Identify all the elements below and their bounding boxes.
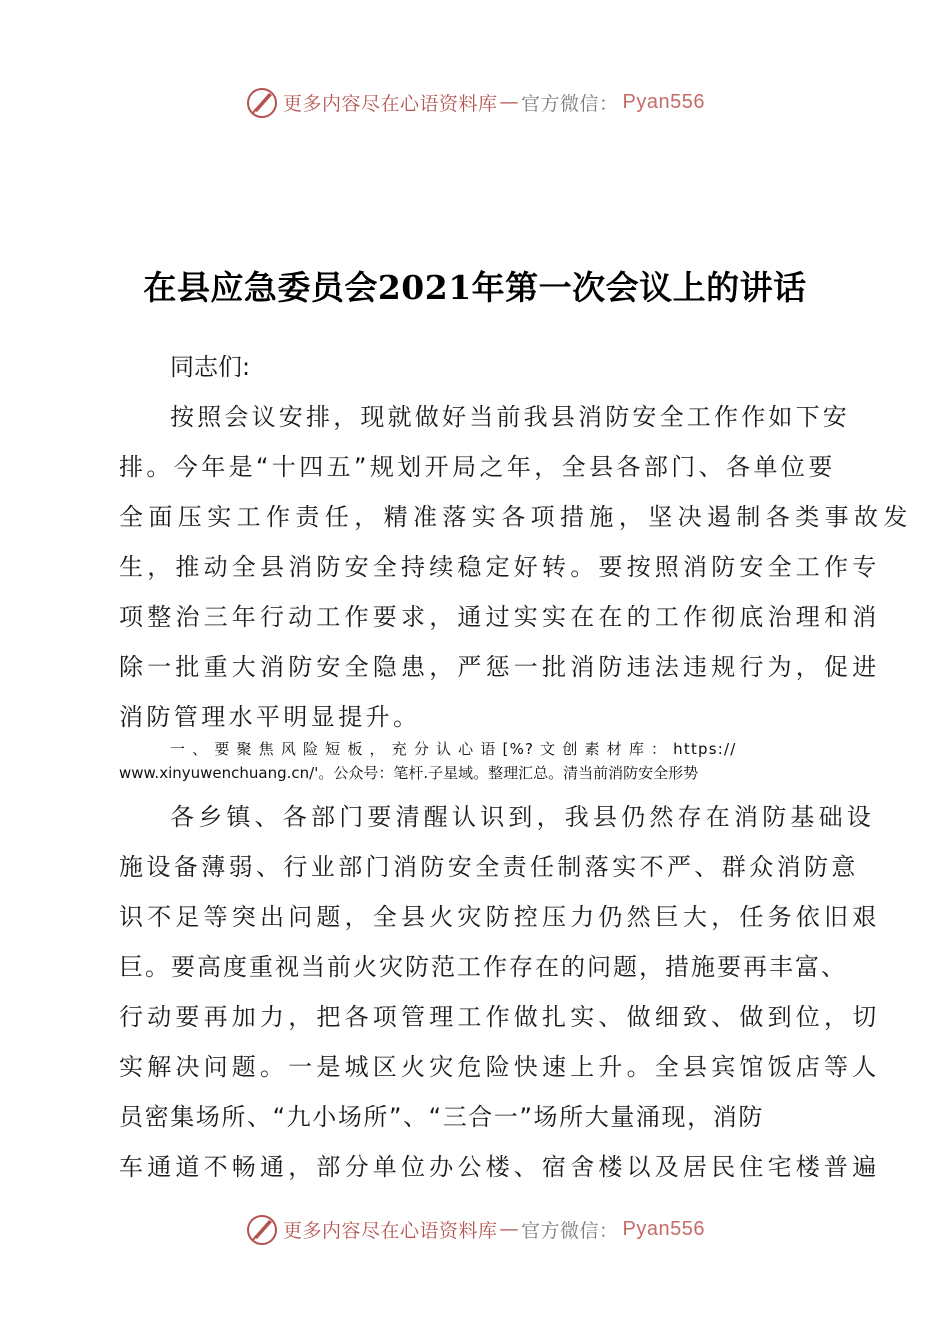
quill-logo-icon bbox=[245, 85, 279, 119]
paragraph-line: 除一批重大消防安全隐患，严惩一批消防违法违规行为，促进 bbox=[119, 653, 881, 681]
paragraph-line: 行动要再加力，把各项管理工作做扎实、做细致、做到位，切 bbox=[119, 1003, 881, 1031]
watermark-text: 更多内容尽在心语资料库 bbox=[283, 92, 498, 115]
quill-logo-icon bbox=[245, 1212, 279, 1246]
watermark-banner-top bbox=[0, 82, 950, 122]
watermark-banner-bottom bbox=[0, 1209, 950, 1249]
paragraph-line: 项整治三年行动工作要求，通过实实在在的工作彻底治理和消 bbox=[119, 603, 881, 631]
paragraph-line: 消防管理水平明显提升。 bbox=[119, 703, 421, 731]
paragraph-line: 识不足等突出问题，全县火灾防控压力仍然巨大，任务依旧艰 bbox=[119, 903, 881, 931]
section-heading-line: www.xinyuwenchuang.cn/'。公众号：笔杆.子星域。整理汇总。清当前消防安全形势 bbox=[119, 764, 699, 782]
paragraph-line: 各乡镇、各部门要清醒认识到，我县仍然存在消防基础设 bbox=[170, 803, 875, 831]
paragraph-line: 巨。要高度重视当前火灾防范工作存在的问题，措施要再丰富、 bbox=[119, 953, 847, 981]
watermark-wechat-label: 官方微信： bbox=[521, 92, 619, 115]
paragraph-line: 车通道不畅通，部分单位办公楼、宿舍楼以及居民住宅楼普遍 bbox=[119, 1153, 881, 1181]
document-title: 在县应急委员会2021年第一次会议上的讲话 bbox=[143, 268, 807, 307]
section-heading-line: 一 、 要 聚 焦 风 险 短 板 ， 充 分 认 心 语 [%? 文 创 素 材 库 ： https:// bbox=[170, 740, 737, 758]
watermark-dash: — bbox=[499, 1218, 520, 1240]
paragraph-line: 员密集场所、“九小场所”、“三合一”场所大量涌现，消防 bbox=[119, 1103, 764, 1131]
paragraph-line: 全面压实工作责任，精准落实各项措施，坚决遏制各类事故发 bbox=[119, 503, 913, 531]
watermark-wechat-id: Pyan556 bbox=[622, 1217, 705, 1240]
paragraph-line: 按照会议安排，现就做好当前我县消防安全工作作如下安 bbox=[170, 403, 850, 431]
paragraph-line: 生，推动全县消防安全持续稳定好转。要按照消防安全工作专 bbox=[119, 553, 881, 581]
paragraph-line: 实解决问题。一是城区火灾危险快速上升。全县宾馆饭店等人 bbox=[119, 1053, 881, 1081]
salutation: 同志们: bbox=[170, 353, 251, 381]
watermark-text: 更多内容尽在心语资料库 bbox=[283, 1219, 498, 1242]
watermark-dash: — bbox=[499, 91, 520, 113]
paragraph-line: 排。今年是“十四五”规划开局之年，全县各部门、各单位要 bbox=[119, 453, 836, 481]
paragraph-line: 施设备薄弱、行业部门消防安全责任制落实不严、群众消防意 bbox=[119, 853, 859, 881]
watermark-wechat-id: Pyan556 bbox=[622, 90, 705, 113]
watermark-wechat-label: 官方微信： bbox=[521, 1219, 619, 1242]
